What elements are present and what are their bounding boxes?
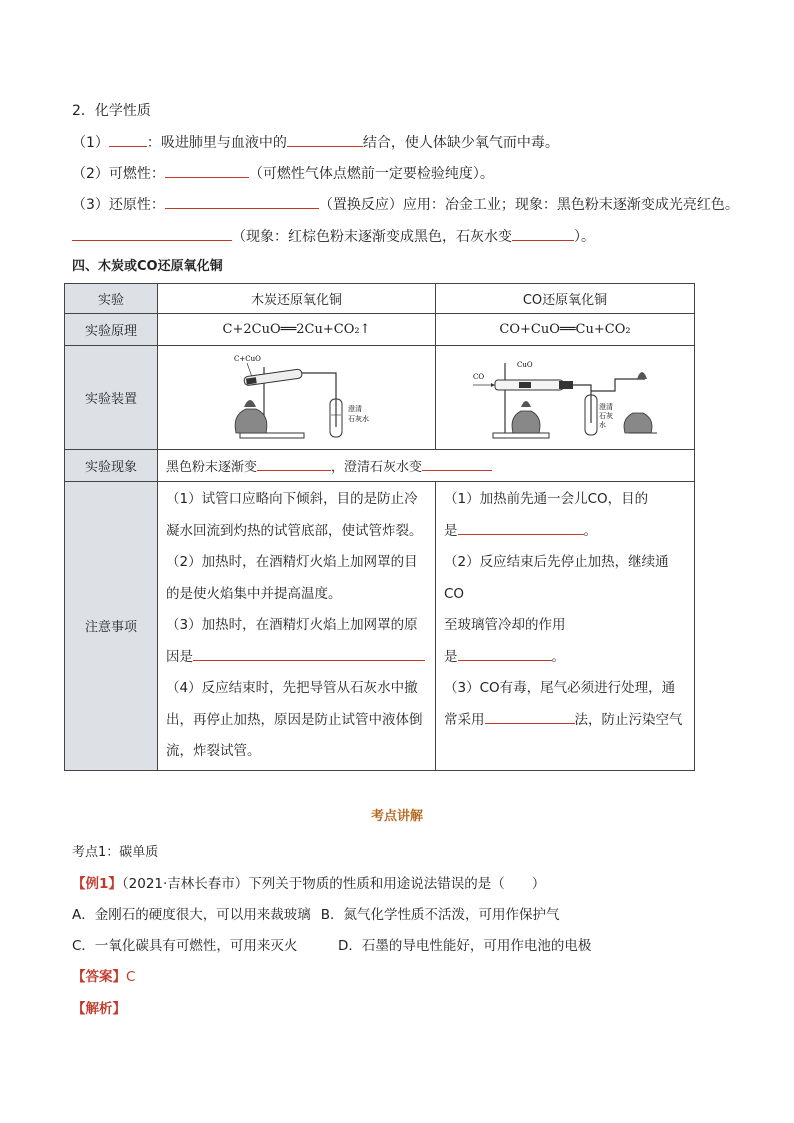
p1-end: 结合，使人体缺少氧气而中毒。 — [362, 135, 559, 151]
exam-heading: 考点讲解 — [370, 809, 423, 824]
blank-5 — [72, 226, 232, 241]
option-c: C．一氧化碳具有可燃性，可用来灭火 — [72, 938, 298, 954]
p4-mid: （现象：红棕色粉末逐渐变成黑色，石灰水变 — [232, 229, 512, 245]
table-row — [65, 284, 695, 314]
option-d: D．石墨的导电性能好，可用作电池的电极 — [338, 938, 592, 954]
p2-prefix: （2）可燃性： — [72, 166, 165, 182]
svg-text:水: 水 — [599, 420, 606, 429]
blank-note-1 — [193, 646, 425, 661]
equation-carbon: C+2CuO══2Cu+CO₂↑ — [158, 314, 436, 346]
svg-text:澄清: 澄清 — [347, 404, 362, 413]
co-apparatus-diagram — [465, 349, 665, 443]
option-a: A．金刚石的硬度很大，可以用来裁玻璃 — [72, 907, 311, 923]
note-line — [444, 516, 686, 548]
note-text: 。 — [583, 522, 597, 539]
header-carbon: 木炭还原氧化铜 — [158, 284, 436, 314]
note-line: （1）试管口应略向下倾斜，目的是防止冷 — [166, 491, 418, 507]
option-b: B．氮气化学性质不活泼，可用作保护气 — [320, 907, 560, 923]
svg-text:澄清: 澄清 — [599, 402, 613, 411]
note-line — [444, 642, 686, 674]
property-line-3 — [72, 194, 739, 215]
section-title: 2．化学性质 — [72, 103, 151, 119]
carbon-notes-cell — [158, 482, 436, 771]
carbon-notes — [158, 482, 435, 770]
blank-note-4 — [485, 709, 575, 724]
answer-tag: 【答案】 — [72, 969, 126, 985]
row-apparatus: 实验装置 — [65, 346, 158, 450]
row-principle: 实验原理 — [65, 314, 158, 346]
header-co: CO还原氧化铜 — [436, 284, 695, 314]
note-text: 常采用 — [444, 711, 485, 728]
note-line: （3）CO有毒，尾气必须进行处理，通 — [444, 680, 676, 696]
p3-prefix: （3）还原性： — [72, 197, 165, 213]
example-text: （2021·吉林长春市）下列关于物质的性质和用途说法错误的是（ ） — [121, 876, 546, 892]
carbon-apparatus-diagram — [212, 349, 382, 443]
note-line — [166, 642, 427, 674]
note-text: 。 — [551, 648, 565, 665]
apparatus-carbon — [158, 346, 436, 450]
example-line — [72, 874, 545, 894]
experiment-table — [64, 283, 695, 771]
note-line: 出，再停止加热，原因是防止试管中液体倒 — [166, 711, 423, 728]
blank-3 — [165, 163, 249, 178]
equation-co: CO+CuO══Cu+CO₂ — [436, 314, 695, 346]
property-line-2 — [72, 163, 494, 184]
svg-text:C+CuO: C+CuO — [233, 354, 261, 363]
apparatus-co — [436, 346, 695, 450]
note-line — [444, 705, 686, 737]
svg-text:CuO: CuO — [517, 360, 533, 369]
analysis-tag: 【解析】 — [72, 1001, 126, 1017]
exam-point: 考点1：碳单质 — [72, 845, 159, 860]
note-line: （4）反应结束时，先把导管从石灰水中撤 — [166, 680, 418, 696]
example-tag: 【例1】 — [72, 876, 122, 892]
table-row — [65, 346, 695, 450]
table-row — [65, 450, 695, 482]
answer-line — [72, 967, 135, 987]
row-notes: 注意事项 — [65, 482, 158, 771]
co-notes-cell — [436, 482, 695, 771]
table-row — [65, 314, 695, 346]
p1-prefix: （1） — [72, 135, 109, 151]
p3-end: （置换反应）应用：冶金工业；现象：黑色粉末逐渐变成光亮红色。 — [318, 197, 739, 213]
phen-b: ，澄清石灰水变 — [331, 460, 423, 475]
svg-text:石灰水: 石灰水 — [347, 414, 369, 423]
answer-value: C — [126, 969, 136, 985]
svg-text:CO: CO — [473, 372, 485, 381]
blank-4 — [165, 194, 319, 209]
header-experiment: 实验 — [65, 284, 158, 314]
section4-title: 四、木炭或CO还原氧化铜 — [72, 259, 223, 274]
note-line: （2）反应结束后先停止加热，继续通CO — [444, 554, 669, 602]
p4-end: ）。 — [574, 229, 595, 245]
blank-phen-1 — [257, 456, 331, 471]
note-line: 凝水回流到灼热的试管底部，使试管炸裂。 — [166, 522, 423, 539]
note-line: （1）加热前先通一会儿CO，目的 — [444, 491, 649, 507]
note-line: （2）加热时，在酒精灯火焰上加网罩的目 — [166, 554, 418, 570]
options-row-1 — [72, 905, 560, 925]
property-line-1 — [72, 132, 559, 153]
options-row-2 — [72, 936, 591, 956]
phen-a: 黑色粉末逐渐变 — [166, 460, 258, 475]
p2-end: （可燃性气体点燃前一定要检验纯度）。 — [248, 166, 494, 182]
note-line: 的是使火焰集中并提高温度。 — [166, 585, 342, 602]
blank-2 — [287, 132, 363, 147]
note-text: 是 — [444, 522, 458, 539]
blank-phen-2 — [422, 456, 492, 471]
row-phenomenon: 实验现象 — [65, 450, 158, 482]
note-line: 至玻璃管冷却的作用 — [444, 617, 566, 633]
blank-1 — [109, 132, 147, 147]
property-line-4 — [72, 226, 595, 247]
note-text: 是 — [444, 648, 458, 665]
blank-note-3 — [458, 646, 552, 661]
note-line: （3）加热时，在酒精灯火焰上加网罩的原 — [166, 617, 418, 633]
note-text: 法，防止污染空气 — [574, 711, 683, 728]
p1-mid: ：吸进肺里与血液中的 — [146, 135, 287, 151]
blank-6 — [512, 226, 574, 241]
note-line: 流，炸裂试管。 — [166, 743, 261, 759]
svg-text:石灰: 石灰 — [599, 411, 613, 420]
blank-note-2 — [458, 520, 584, 535]
note-text: 因是 — [166, 648, 193, 665]
table-row — [65, 482, 695, 771]
phenomenon-cell — [158, 450, 695, 482]
co-notes — [436, 482, 694, 738]
